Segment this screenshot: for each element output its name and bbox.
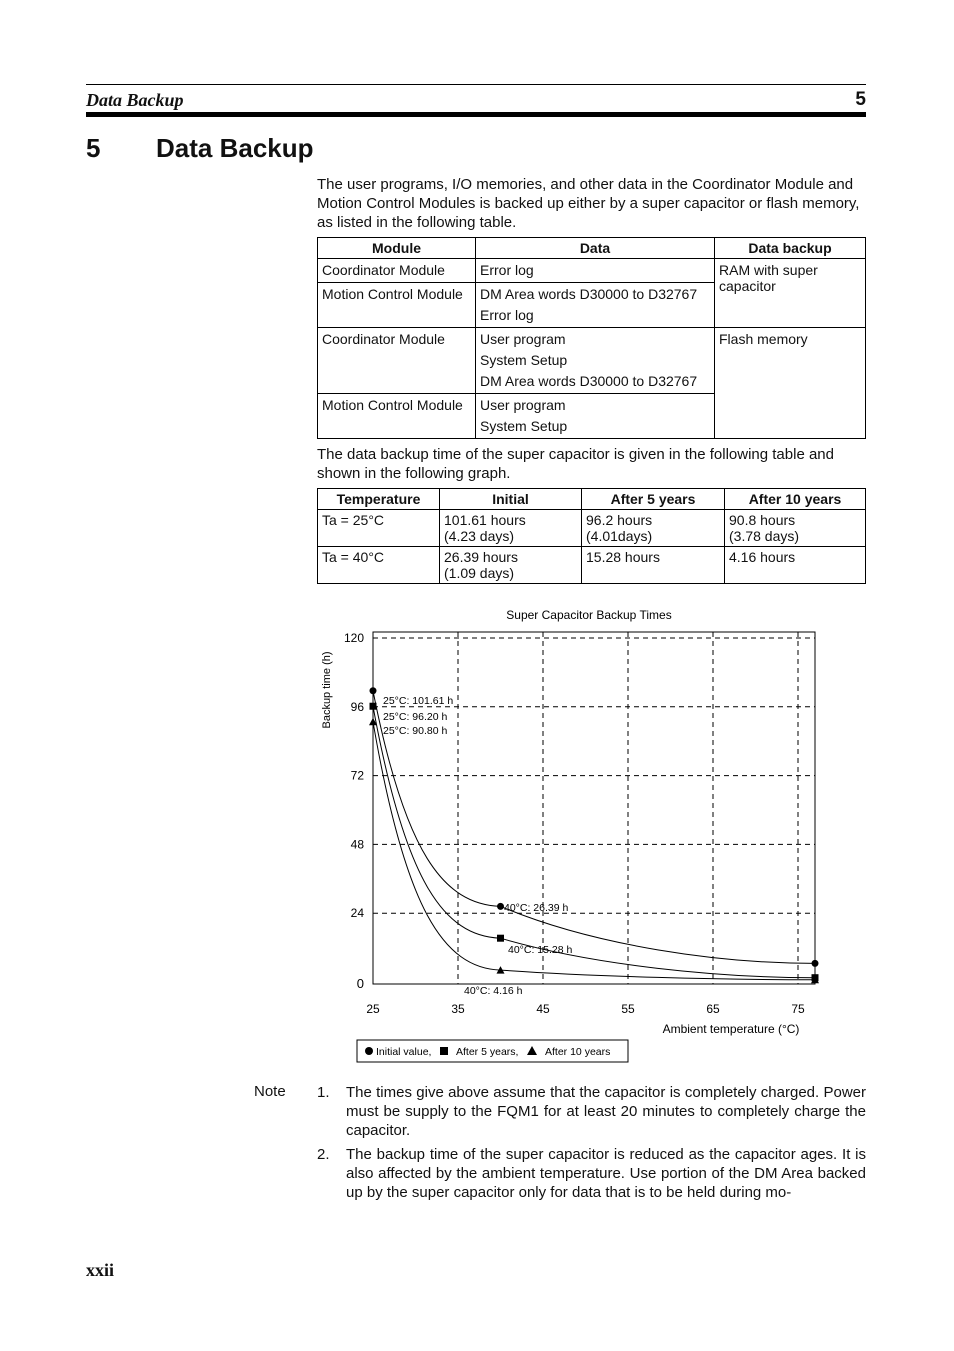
col-header-temperature: Temperature — [318, 489, 440, 510]
annotation-25c-5y: 25°C: 96.20 h — [383, 711, 448, 723]
note-number: 2. — [317, 1146, 330, 1163]
annotation-40c-5y: 40°C: 15.28 h — [508, 944, 573, 956]
y-tick-label: 120 — [343, 631, 364, 645]
running-header-title: Data Backup — [86, 90, 184, 110]
initial-cell: 101.61 hours (4.23 days) — [440, 510, 582, 547]
y-tick-label: 0 — [356, 976, 364, 991]
backup-cell: RAM with super capacitor — [715, 259, 866, 328]
legend-square-icon — [440, 1047, 448, 1055]
note-text: The backup time of the super capacitor is reduced as the capacitor ages. It is also affected by the ambient temperature. Use portion of the DM Area backed up by the super capacitor only for data that is to be held during mo- — [346, 1146, 866, 1201]
col-header-module: Module — [318, 238, 476, 259]
table-row — [318, 259, 866, 283]
data-cell: DM Area words D30000 to D32767 Error log — [476, 283, 715, 328]
legend-label-5y: After 5 years, — [456, 1046, 519, 1058]
data-cell: User program System Setup — [476, 394, 715, 439]
chart-grid — [373, 632, 815, 984]
y-tick-label: 72 — [350, 768, 364, 783]
running-header-section: 5 — [855, 89, 866, 110]
plot-frame — [373, 632, 815, 984]
table-header-row — [318, 238, 866, 259]
table-row — [318, 510, 866, 547]
initial-cell: 26.39 hours (1.09 days) — [440, 547, 582, 584]
axis-ticks — [344, 631, 805, 1016]
table-header-row — [318, 489, 866, 510]
backup-cell: Flash memory — [715, 328, 866, 439]
annotation-25c-10y: 25°C: 90.80 h — [383, 725, 448, 737]
marker-circle — [370, 687, 377, 694]
note-item — [317, 1083, 866, 1140]
annotation-25c-initial: 25°C: 101.61 h — [383, 695, 454, 707]
x-tick-label: 25 — [366, 1002, 380, 1016]
ten-year-cell: 90.8 hours (3.78 days) — [725, 510, 866, 547]
data-cell: Error log — [476, 259, 715, 283]
module-cell: Motion Control Module — [318, 283, 476, 328]
marker-square — [497, 935, 504, 942]
marker-circle — [497, 903, 504, 910]
series-curve-3 — [373, 722, 815, 980]
five-year-cell: 96.2 hours (4.01days) — [582, 510, 725, 547]
chart-title: Super Capacitor Backup Times — [506, 608, 672, 622]
x-tick-label: 35 — [451, 1002, 465, 1016]
section-title: Data Backup — [156, 133, 314, 163]
y-tick-label: 24 — [350, 906, 364, 921]
module-cell: Coordinator Module — [318, 328, 476, 394]
x-tick-label: 55 — [621, 1002, 635, 1016]
module-cell: Coordinator Module — [318, 259, 476, 283]
backup-time-table — [317, 488, 866, 584]
section-number: 5 — [86, 133, 101, 163]
col-header-10-years: After 10 years — [725, 489, 866, 510]
y-tick-label: 96 — [350, 699, 364, 714]
module-cell: Motion Control Module — [318, 394, 476, 439]
temperature-cell: Ta = 25°C — [318, 510, 440, 547]
chart-legend — [357, 1040, 628, 1062]
backup-media-table — [317, 237, 866, 439]
backup-time-chart — [310, 600, 830, 1070]
x-axis-label: Ambient temperature (°C) — [662, 1022, 800, 1036]
legend-label-10y: After 10 years — [545, 1046, 611, 1058]
col-header-data: Data — [476, 238, 715, 259]
note-item — [317, 1145, 866, 1202]
table-row — [318, 547, 866, 584]
backup-time-paragraph: The data backup time of the super capacitor is given in the following table and shown in the following graph. — [317, 446, 834, 482]
temperature-cell: Ta = 40°C — [318, 547, 440, 584]
col-header-initial: Initial — [440, 489, 582, 510]
intro-paragraph: The user programs, I/O memories, and other data in the Coordinator Module and Motion Control Modules is backed up either by a super capacitor or flash memory, as listed in the following table. — [317, 176, 860, 231]
data-cell: User program System Setup DM Area words D30000 to D32767 — [476, 328, 715, 394]
ten-year-cell: 4.16 hours — [725, 547, 866, 584]
header-rule-top — [86, 84, 866, 85]
note-label: Note — [254, 1083, 286, 1100]
header-rule-bottom — [86, 112, 866, 117]
x-tick-label: 65 — [706, 1002, 720, 1016]
y-tick-label: 48 — [350, 837, 364, 852]
x-tick-label: 45 — [536, 1002, 550, 1016]
x-tick-label: 75 — [791, 1002, 805, 1016]
annotation-40c-10y: 40°C: 4.16 h — [464, 985, 523, 997]
note-text: The times give above assume that the capacitor is completely charged. Power must be supply to the FQM1 for at least 20 minutes to completely charge the capacitor. — [346, 1084, 866, 1139]
col-header-backup: Data backup — [715, 238, 866, 259]
note-number: 1. — [317, 1084, 330, 1101]
col-header-5-years: After 5 years — [582, 489, 725, 510]
five-year-cell: 15.28 hours — [582, 547, 725, 584]
annotation-40c-initial: 40°C: 26.39 h — [504, 902, 569, 914]
marker-square — [370, 703, 377, 710]
legend-circle-icon — [365, 1047, 373, 1055]
legend-label-initial: Initial value, — [376, 1046, 432, 1058]
page-number: xxii — [86, 1260, 115, 1280]
y-axis-label: Backup time (h) — [321, 651, 333, 729]
chart-annotations — [383, 695, 572, 997]
table-row — [318, 328, 866, 394]
marker-circle — [812, 960, 819, 967]
